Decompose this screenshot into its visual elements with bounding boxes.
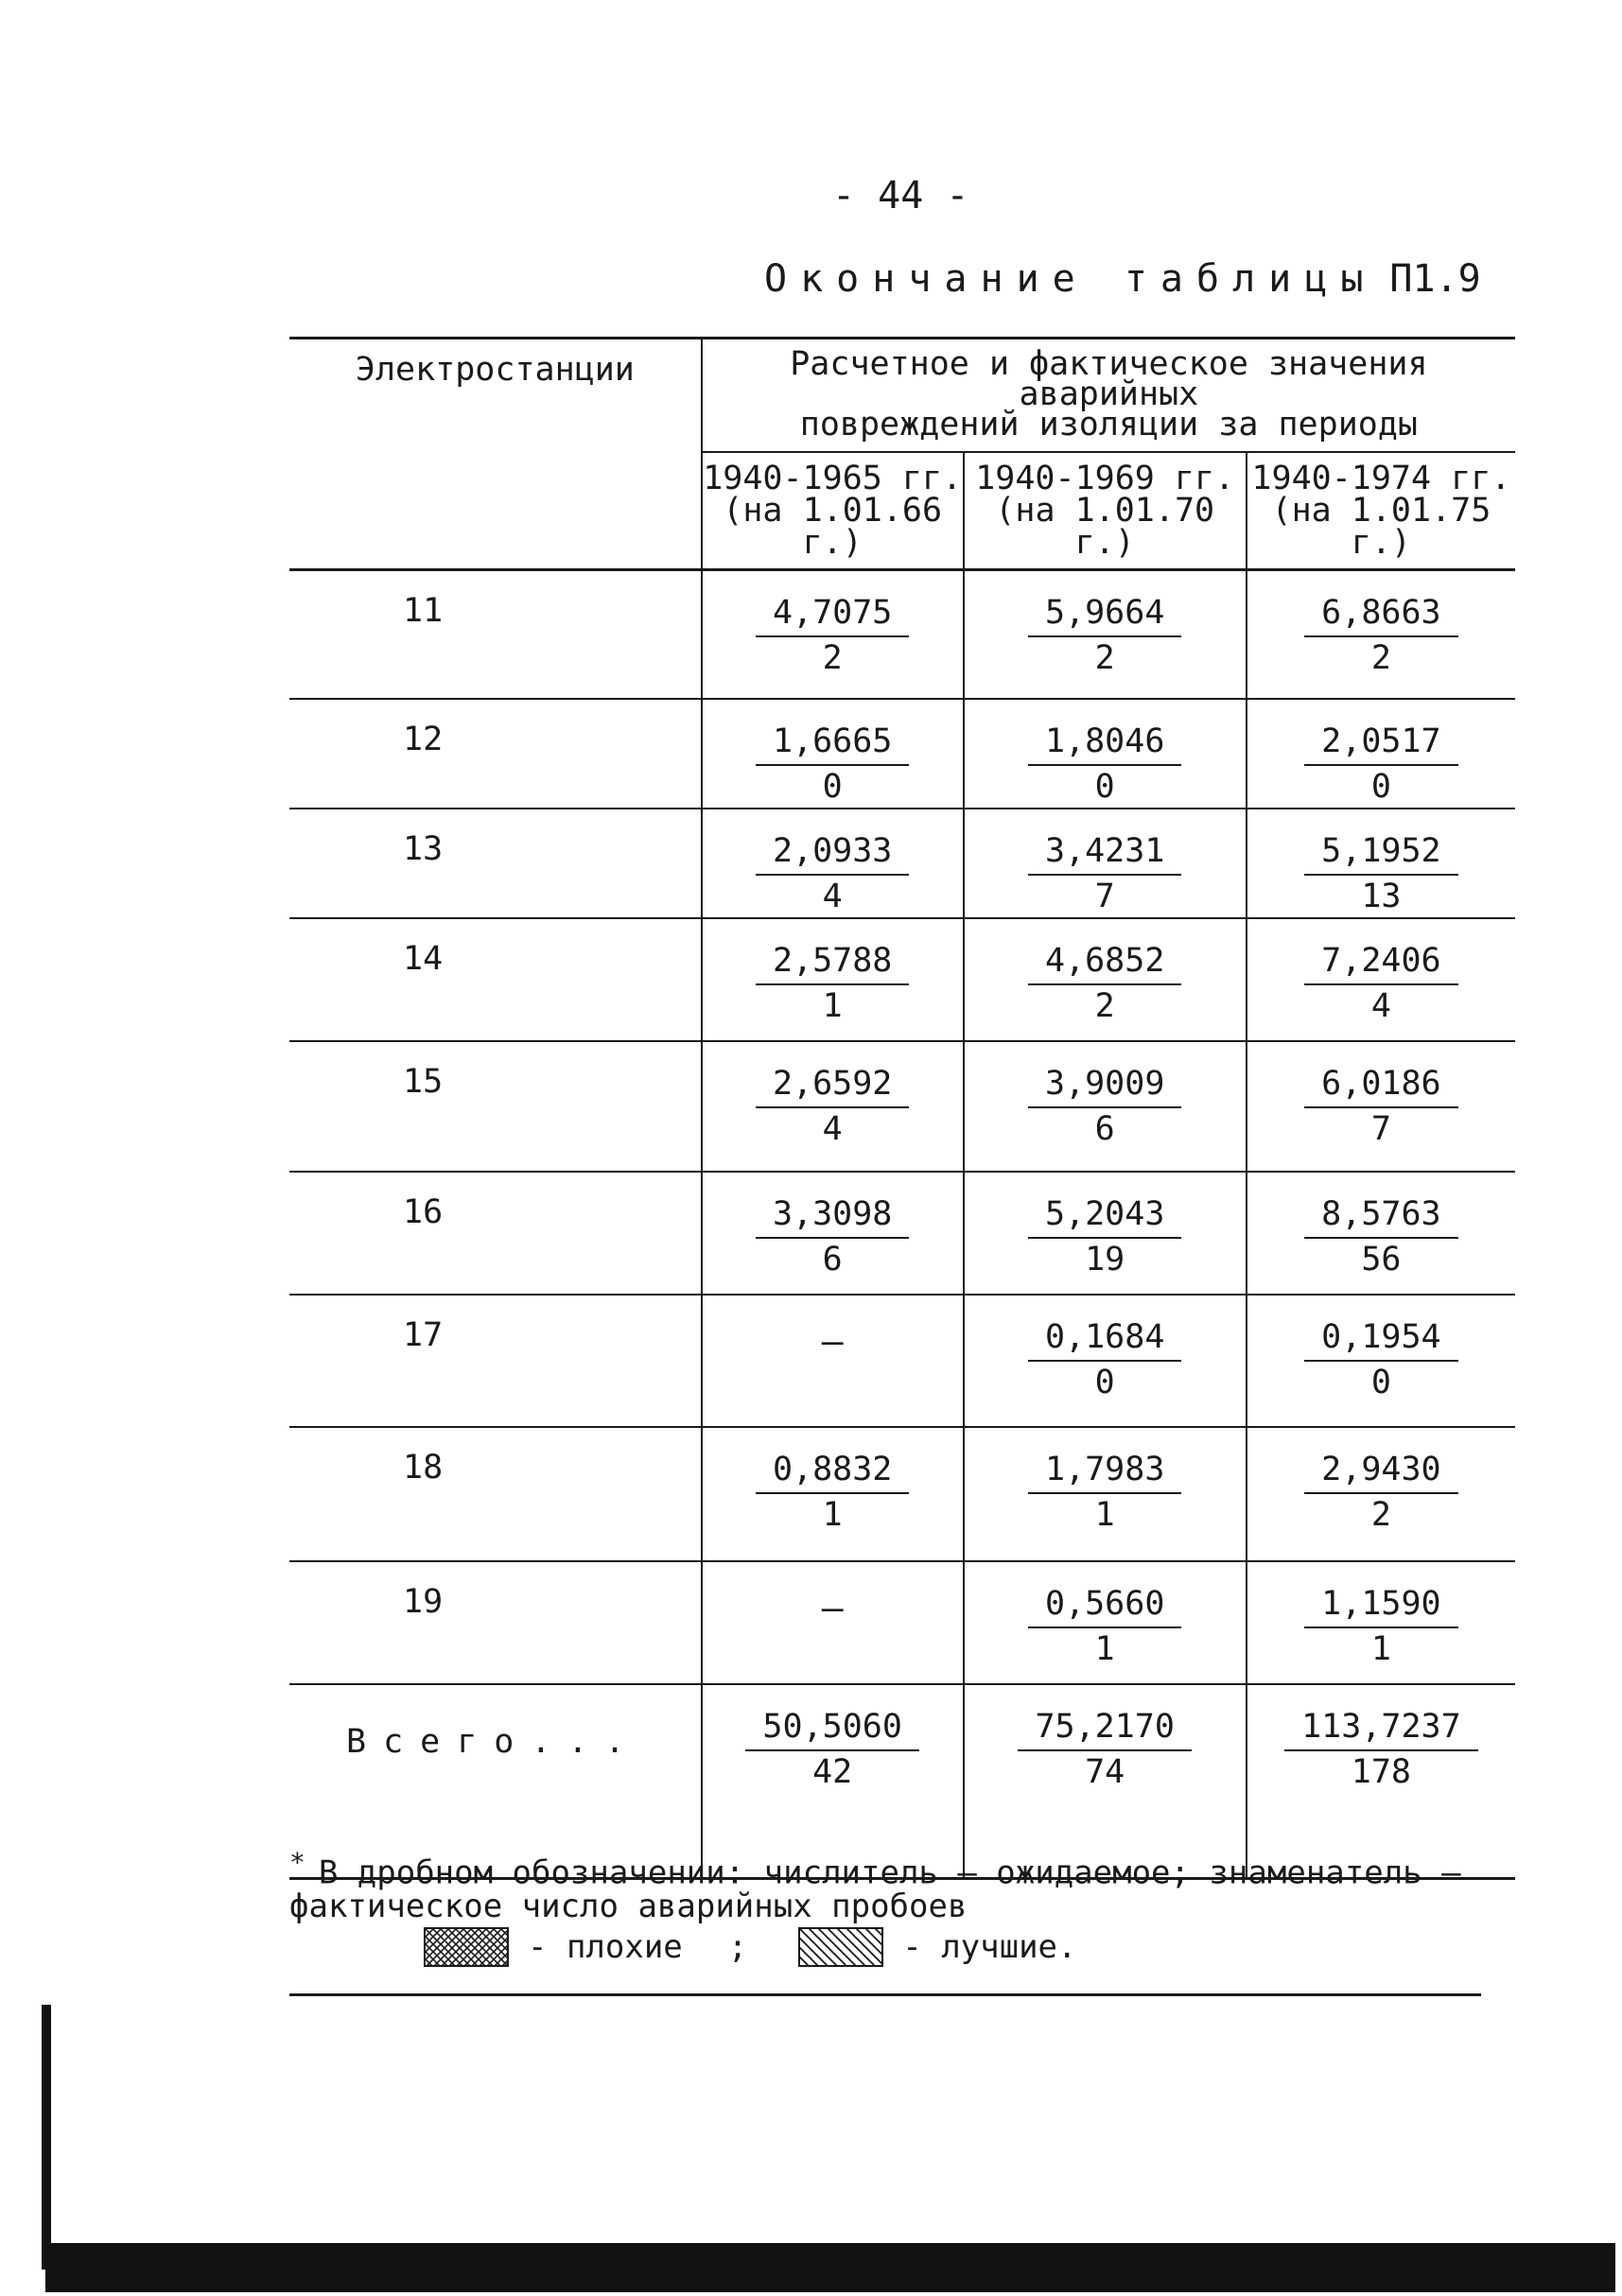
expected-value: 2,9430 <box>1304 1449 1457 1494</box>
header-group <box>702 339 1515 453</box>
actual-value: 1 <box>1094 1629 1115 1668</box>
actual-value: 2 <box>1094 986 1115 1025</box>
table-row <box>289 1427 1515 1561</box>
value-cell <box>1247 1295 1515 1427</box>
diagonal-hatch-swatch-icon <box>798 1927 883 1967</box>
station-cell: 11 <box>289 570 702 699</box>
crosshatch-swatch-icon <box>424 1927 509 1967</box>
expected-value: 6,0186 <box>1304 1063 1457 1108</box>
actual-value: 4 <box>822 1109 843 1148</box>
fraction <box>1304 1063 1457 1150</box>
fraction <box>756 1193 909 1280</box>
value-cell <box>1247 699 1515 809</box>
header-period-1-line2: (на 1.01.66 г.) <box>723 492 943 562</box>
table-caption-number: П1.9 <box>1389 257 1481 301</box>
table-row <box>289 809 1515 918</box>
actual-value: 0 <box>1094 767 1115 806</box>
legend-separator: ; <box>727 1928 748 1966</box>
station-cell: 17 <box>289 1295 702 1427</box>
expected-value: 0,1954 <box>1304 1316 1457 1362</box>
value-cell <box>1247 1041 1515 1172</box>
fraction <box>1028 1449 1181 1536</box>
fraction <box>1028 1063 1181 1150</box>
expected-value: 2,5788 <box>756 940 909 985</box>
expected-value: 4,7075 <box>756 592 909 637</box>
table-caption-text: Окончание таблицы <box>764 257 1377 301</box>
footnote-line1 <box>289 1846 1481 1892</box>
fraction <box>1028 592 1181 679</box>
station-cell: 19 <box>289 1561 702 1684</box>
actual-value: 6 <box>1094 1109 1115 1148</box>
value-cell <box>702 1172 964 1295</box>
header-period-2 <box>964 452 1247 570</box>
expected-value: 75,2170 <box>1018 1706 1192 1751</box>
value-cell <box>964 570 1247 699</box>
value-cell <box>964 918 1247 1041</box>
value-cell <box>964 809 1247 918</box>
fraction <box>1028 1193 1181 1280</box>
value-cell <box>702 1041 964 1172</box>
fraction <box>1304 1193 1457 1280</box>
value-cell <box>1247 1172 1515 1295</box>
fraction <box>1304 592 1457 679</box>
fraction <box>756 940 909 1027</box>
table-row <box>289 1295 1515 1427</box>
fraction <box>745 1706 919 1793</box>
value-cell <box>702 570 964 699</box>
actual-value: 2 <box>822 639 843 677</box>
table-row <box>289 918 1515 1041</box>
fraction <box>1304 1583 1457 1670</box>
actual-value: 56 <box>1361 1240 1402 1278</box>
expected-value: 1,8046 <box>1028 721 1181 766</box>
footnote-star: * <box>289 1847 305 1878</box>
actual-value: 74 <box>1085 1752 1125 1791</box>
actual-value: 1 <box>822 986 843 1025</box>
expected-value: 3,9009 <box>1028 1063 1181 1108</box>
header-group-line1: Расчетное и фактическое значения аварийных <box>790 345 1428 413</box>
incident-table <box>289 337 1515 1880</box>
value-cell <box>1247 809 1515 918</box>
expected-value: 4,6852 <box>1028 940 1181 985</box>
actual-value: 1 <box>1370 1629 1391 1668</box>
value-cell <box>964 1427 1247 1561</box>
actual-value: 2 <box>1370 1495 1391 1534</box>
expected-value: 0,1684 <box>1028 1316 1181 1362</box>
table-row <box>289 570 1515 699</box>
value-cell <box>702 1295 964 1427</box>
expected-value: 50,5060 <box>745 1706 919 1751</box>
expected-value: 3,4231 <box>1028 830 1181 876</box>
scan-edge-left <box>42 2005 51 2270</box>
footnote-text-line1: В дробном обозначении: числитель – ожидаемое; знаменатель – <box>318 1853 1461 1892</box>
expected-value: 1,7983 <box>1028 1449 1181 1494</box>
value-cell <box>964 1041 1247 1172</box>
scan-edge-bottom <box>45 2243 1615 2292</box>
value-cell <box>1247 918 1515 1041</box>
actual-value: 1 <box>822 1495 843 1534</box>
value-cell <box>702 1427 964 1561</box>
expected-value: 2,0517 <box>1304 721 1457 766</box>
value-cell <box>964 699 1247 809</box>
actual-value: 0 <box>1370 767 1391 806</box>
expected-value: 1,6665 <box>756 721 909 766</box>
actual-value: 2 <box>1094 639 1115 677</box>
table-caption <box>764 257 1481 301</box>
actual-value: 7 <box>1094 877 1115 915</box>
expected-value: 2,0933 <box>756 830 909 876</box>
value-cell <box>702 699 964 809</box>
actual-value: 42 <box>812 1752 853 1791</box>
value-cell <box>702 1561 964 1684</box>
header-period-1 <box>702 452 964 570</box>
station-cell: 13 <box>289 809 702 918</box>
expected-value: 5,2043 <box>1028 1193 1181 1239</box>
header-period-3 <box>1247 452 1515 570</box>
table-row <box>289 1172 1515 1295</box>
fraction <box>756 1063 909 1150</box>
expected-value: 3,3098 <box>756 1193 909 1239</box>
fraction <box>1028 1583 1181 1670</box>
actual-value: 178 <box>1351 1752 1411 1791</box>
actual-value: 4 <box>822 877 843 915</box>
actual-value: 4 <box>1370 986 1391 1025</box>
table-row <box>289 1041 1515 1172</box>
station-cell: 18 <box>289 1427 702 1561</box>
fraction <box>756 721 909 808</box>
fraction <box>1304 721 1457 808</box>
expected-value: 7,2406 <box>1304 940 1457 985</box>
actual-value: 6 <box>822 1240 843 1278</box>
header-period-1-line1: 1940-1965 гг. <box>703 460 963 497</box>
value-cell <box>702 918 964 1041</box>
fraction <box>1284 1706 1478 1793</box>
table-row <box>289 699 1515 809</box>
value-cell <box>1247 1427 1515 1561</box>
actual-value: 0 <box>822 767 843 806</box>
header-station: Электростанции <box>289 339 702 570</box>
fraction <box>1304 830 1457 917</box>
header-period-2-line1: 1940-1969 гг. <box>975 460 1235 497</box>
expected-value: 2,6592 <box>756 1063 909 1108</box>
fraction <box>756 830 909 917</box>
expected-value: 113,7237 <box>1284 1706 1478 1751</box>
expected-value: 0,8832 <box>756 1449 909 1494</box>
value-cell <box>964 1561 1247 1684</box>
station-cell: 16 <box>289 1172 702 1295</box>
fraction <box>1028 830 1181 917</box>
fraction <box>756 1449 909 1536</box>
fraction <box>1304 1316 1457 1403</box>
station-cell: 12 <box>289 699 702 809</box>
fraction <box>756 592 909 679</box>
value-cell <box>1247 570 1515 699</box>
fraction <box>1028 940 1181 1027</box>
actual-value: 1 <box>1094 1495 1115 1534</box>
actual-value: 19 <box>1085 1240 1125 1278</box>
station-cell: 15 <box>289 1041 702 1172</box>
total-label: Всего... <box>289 1684 702 1879</box>
expected-value: 0,5660 <box>1028 1583 1181 1628</box>
page-number: - 44 - <box>832 174 969 217</box>
expected-value: 6,8663 <box>1304 592 1457 637</box>
header-period-2-line2: (на 1.01.70 г.) <box>995 492 1215 562</box>
expected-value: 1,1590 <box>1304 1583 1457 1628</box>
footer-rule <box>289 1993 1481 1996</box>
header-period-3-line1: 1940-1974 гг. <box>1251 460 1511 497</box>
value-cell <box>1247 1561 1515 1684</box>
station-cell: 14 <box>289 918 702 1041</box>
fraction <box>1028 1316 1181 1403</box>
expected-value: 5,9664 <box>1028 592 1181 637</box>
fraction <box>1304 1449 1457 1536</box>
header-group-line2: повреждений изоляции за периоды <box>799 406 1418 444</box>
actual-value: 0 <box>1094 1363 1115 1401</box>
value-cell <box>964 1172 1247 1295</box>
actual-value: 7 <box>1370 1109 1391 1148</box>
table-row <box>289 1561 1515 1684</box>
footnote <box>289 1846 1481 1926</box>
legend <box>424 1927 1076 1967</box>
expected-value: 5,1952 <box>1304 830 1457 876</box>
legend-good-label: - лучшие. <box>902 1928 1077 1966</box>
actual-value: 0 <box>1370 1363 1391 1401</box>
expected-value: 8,5763 <box>1304 1193 1457 1239</box>
no-data-dash: – <box>821 1586 844 1628</box>
header-period-3-line2: (на 1.01.75 г.) <box>1271 492 1491 562</box>
no-data-dash: – <box>821 1319 844 1362</box>
actual-value: 2 <box>1370 639 1391 677</box>
fraction <box>1018 1706 1192 1793</box>
actual-value: 13 <box>1361 877 1402 915</box>
legend-bad-label: - плохие <box>528 1928 683 1966</box>
footnote-text-line2: фактическое число аварийных пробоев <box>289 1887 968 1926</box>
fraction <box>1304 940 1457 1027</box>
fraction <box>1028 721 1181 808</box>
value-cell <box>702 809 964 918</box>
value-cell <box>964 1295 1247 1427</box>
